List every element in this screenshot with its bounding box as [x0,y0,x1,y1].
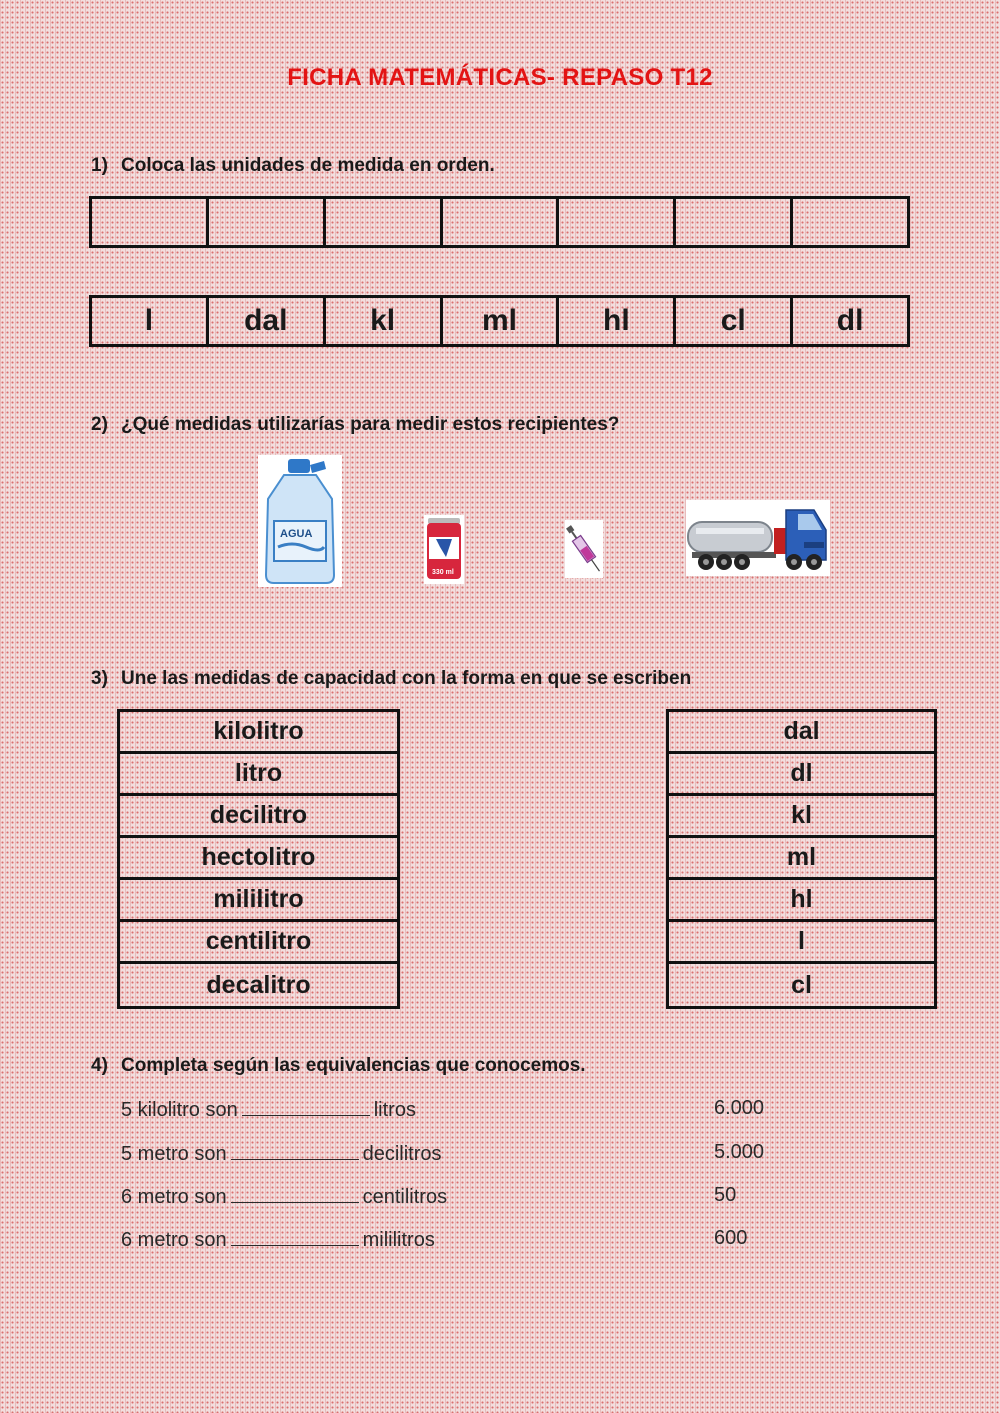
question-4 [91,1055,586,1077]
order-answer-boxes [89,196,910,248]
page-title: FICHA MATEMÁTICAS- REPASO T12 [287,64,713,91]
unit-name-cell[interactable]: hectolitro [120,838,397,880]
equivalence-unit: centilitros [362,1186,448,1208]
equivalence-prompt: 6 metro son [121,1229,227,1251]
unit-name-cell[interactable]: litro [120,754,397,796]
equivalence-unit: mililitros [362,1229,435,1251]
unit-name-cell[interactable]: centilitro [120,922,397,964]
answer-blank[interactable] [242,1097,370,1116]
equivalence-row [121,1184,447,1209]
equivalence-prompt: 6 metro son [121,1186,227,1208]
question-number: 1) [91,155,108,176]
can-label: 330 ml [432,569,454,576]
bottle-label: AGUA [280,528,313,540]
unit-name-cell[interactable]: decalitro [206,970,311,999]
unit-card[interactable]: dl [836,304,864,337]
question-text: Une las medidas de capacidad con la forma en que se escriben [121,668,692,689]
answer-option[interactable]: 5.000 [714,1141,765,1163]
answer-blank[interactable] [231,1227,359,1246]
question-3 [91,668,691,690]
equivalence-unit: litros [373,1099,416,1121]
question-text: Completa según las equivalencias que conocemos. [121,1055,586,1076]
answer-box[interactable] [443,199,560,245]
equivalence-row [121,1227,435,1252]
answer-box[interactable] [559,199,676,245]
unit-card[interactable]: kl [326,298,443,344]
question-number: 2) [91,414,108,435]
tanker-truck-image [686,500,830,576]
equivalence-prompt: 5 kilolitro son [121,1099,238,1121]
question-1 [91,155,495,177]
answer-option[interactable]: 6.000 [714,1097,765,1119]
equivalence-row [121,1141,442,1166]
unit-abbr-cell[interactable]: l [669,922,934,964]
answer-blank[interactable] [231,1184,359,1203]
unit-cards [89,295,910,347]
soda-can-image [424,515,464,584]
unit-abbr-cell[interactable]: dl [669,754,934,796]
unit-name-cell[interactable]: kilolitro [120,712,397,754]
equivalence-prompt: 5 metro son [121,1143,227,1165]
unit-abbr-cell[interactable]: hl [669,880,934,922]
syringe-image [565,520,603,578]
answer-box[interactable] [92,199,209,245]
equivalence-unit: decilitros [362,1143,442,1165]
question-text: ¿Qué medidas utilizarías para medir estos recipientes? [121,414,620,435]
water-bottle-image [258,455,342,587]
unit-abbr-column [666,709,937,1009]
question-2 [91,414,619,436]
answer-box[interactable] [793,199,907,245]
unit-card[interactable]: l [92,298,209,344]
question-text: Coloca las unidades de medida en orden. [121,155,495,176]
unit-card[interactable]: cl [676,298,793,344]
answer-box[interactable] [326,199,443,245]
unit-name-cell[interactable]: decilitro [120,796,397,838]
unit-card[interactable]: dal [209,298,326,344]
answer-blank[interactable] [231,1141,359,1160]
equivalence-row [121,1097,416,1122]
unit-abbr-cell[interactable]: cl [791,970,812,999]
unit-name-cell[interactable]: mililitro [120,880,397,922]
answer-box[interactable] [209,199,326,245]
unit-abbr-cell[interactable]: dal [669,712,934,754]
question-number: 3) [91,668,108,689]
answer-option[interactable]: 50 [714,1184,737,1206]
unit-card[interactable]: hl [559,298,676,344]
unit-names-column [117,709,400,1009]
question-number: 4) [91,1055,108,1076]
unit-abbr-cell[interactable]: kl [669,796,934,838]
answer-option[interactable]: 600 [714,1227,748,1249]
answer-box[interactable] [676,199,793,245]
unit-card[interactable]: ml [443,298,560,344]
unit-abbr-cell[interactable]: ml [669,838,934,880]
